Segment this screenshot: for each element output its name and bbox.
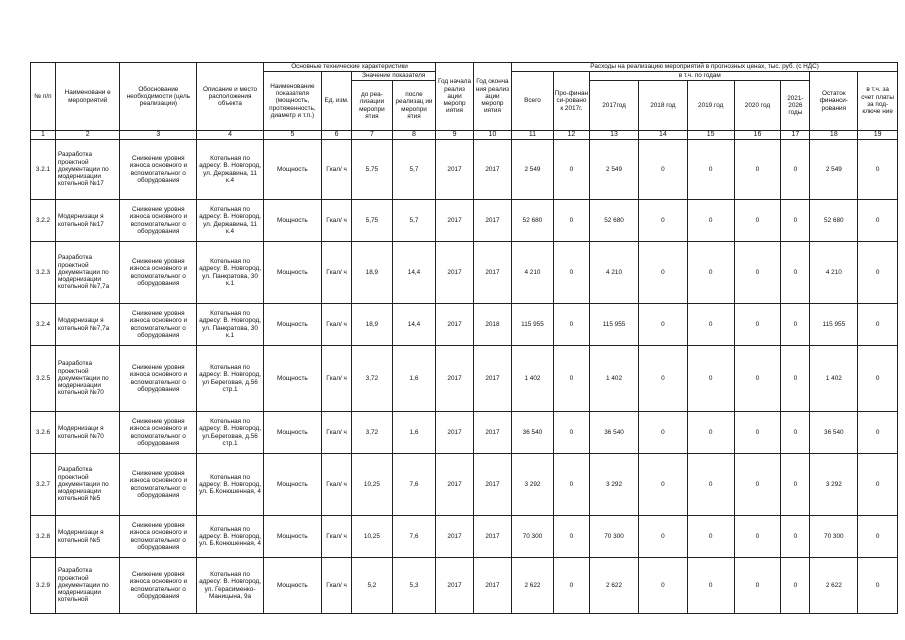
measure-name: Модернизаци я котельной №7,7а	[55, 304, 119, 346]
header-2020: 2020 год	[734, 81, 781, 131]
column-number: 12	[553, 131, 589, 140]
header-location: Описание и место расположения объекта	[197, 63, 264, 131]
end-year: 2017	[473, 200, 511, 242]
indicator-name: Мощность	[263, 346, 321, 412]
remaining-cost: 1 402	[810, 346, 858, 412]
cost-2018: 0	[638, 140, 687, 200]
end-year: 2018	[473, 304, 511, 346]
financed-cost: 0	[553, 304, 589, 346]
indicator-name: Мощность	[263, 454, 321, 516]
cost-2018: 0	[638, 516, 687, 558]
unit: Гкал/ ч	[322, 242, 352, 304]
location: Котельная по адресу: В. Новгород, ул. Державина, 11 к.4	[197, 200, 264, 242]
financed-cost: 0	[553, 242, 589, 304]
header-2021-2026: 2021-2026 годы	[781, 81, 810, 131]
header-total: Всего	[512, 72, 554, 131]
reason: Снижение уровня износа основного и вспомогательног о оборудования	[120, 412, 197, 454]
column-number: 1	[31, 131, 56, 140]
start-year: 2017	[436, 346, 473, 412]
end-year: 2017	[473, 140, 511, 200]
header-indicator: Наименование показателя (мощность, протяженность, диаметр и т.п.)	[263, 72, 321, 131]
cost-2017: 36 540	[590, 412, 639, 454]
row-number: 3.2.5	[31, 346, 56, 412]
connection-fee-cost: 0	[858, 454, 898, 516]
value-before: 10,25	[352, 454, 393, 516]
column-number: 14	[638, 131, 687, 140]
measure-name: Модернизаци я котельной №5	[55, 516, 119, 558]
cost-2019: 0	[687, 140, 734, 200]
reason: Снижение уровня износа основного и вспомогательног о оборудования	[120, 516, 197, 558]
investment-table	[30, 62, 898, 614]
remaining-cost: 4 210	[810, 242, 858, 304]
header-unit: Ед. изм.	[322, 72, 352, 131]
column-number: 11	[512, 131, 554, 140]
header-2018: 2018 год	[638, 81, 687, 131]
remaining-cost: 2 549	[810, 140, 858, 200]
cost-2021-2026: 0	[781, 140, 810, 200]
row-number: 3.2.4	[31, 304, 56, 346]
cost-2019: 0	[687, 558, 734, 614]
start-year: 2017	[436, 304, 473, 346]
cost-2021-2026: 0	[781, 454, 810, 516]
table-row	[31, 516, 898, 558]
financed-cost: 0	[553, 454, 589, 516]
unit: Гкал/ ч	[322, 454, 352, 516]
column-number: 15	[687, 131, 734, 140]
end-year: 2017	[473, 412, 511, 454]
value-after: 7,6	[392, 516, 436, 558]
header-no: № п/п	[31, 63, 56, 131]
reason: Снижение уровня износа основного и вспомогательног о оборудования	[120, 200, 197, 242]
total-cost: 36 540	[512, 412, 554, 454]
total-cost: 4 210	[512, 242, 554, 304]
column-number: 6	[322, 131, 352, 140]
remaining-cost: 115 955	[810, 304, 858, 346]
start-year: 2017	[436, 200, 473, 242]
cost-2019: 0	[687, 304, 734, 346]
indicator-name: Мощность	[263, 140, 321, 200]
cost-2018: 0	[638, 242, 687, 304]
table-row	[31, 412, 898, 454]
measure-name: Разработка проектной документации по модернизации котельной №7,7а	[55, 242, 119, 304]
financed-cost: 0	[553, 140, 589, 200]
start-year: 2017	[436, 516, 473, 558]
row-number: 3.2.1	[31, 140, 56, 200]
measure-name: Разработка проектной документации по модернизации котельной №5	[55, 454, 119, 516]
cost-2020: 0	[734, 516, 781, 558]
cost-2019: 0	[687, 454, 734, 516]
total-cost: 2 549	[512, 140, 554, 200]
remaining-cost: 36 540	[810, 412, 858, 454]
cost-2020: 0	[734, 558, 781, 614]
value-before: 3,72	[352, 412, 393, 454]
column-number: 13	[590, 131, 639, 140]
header-financed: Про-финан си-ровано к 2017г.	[553, 72, 589, 131]
cost-2019: 0	[687, 242, 734, 304]
cost-2021-2026: 0	[781, 558, 810, 614]
financed-cost: 0	[553, 200, 589, 242]
column-number-row	[31, 131, 898, 140]
connection-fee-cost: 0	[858, 412, 898, 454]
value-after: 5,7	[392, 200, 436, 242]
cost-2020: 0	[734, 242, 781, 304]
cost-2017: 4 210	[590, 242, 639, 304]
end-year: 2017	[473, 346, 511, 412]
value-before: 5,75	[352, 200, 393, 242]
measure-name: Модернизаци я котельной №17	[55, 200, 119, 242]
reason: Снижение уровня износа основного и вспомогательног о оборудования	[120, 140, 197, 200]
start-year: 2017	[436, 412, 473, 454]
header-start-year: Год начала реализ ации меропр иятия	[436, 63, 473, 131]
indicator-name: Мощность	[263, 412, 321, 454]
cost-2019: 0	[687, 412, 734, 454]
financed-cost: 0	[553, 346, 589, 412]
value-after: 7,6	[392, 454, 436, 516]
cost-2017: 115 955	[590, 304, 639, 346]
table-row	[31, 346, 898, 412]
value-before: 5,2	[352, 558, 393, 614]
header-before: до реа-лизации меропри ятия	[352, 81, 393, 131]
location: Котельная по адресу: В. Новгород, ул. Панкратова, 30 к.1	[197, 304, 264, 346]
reason: Снижение уровня износа основного и вспомогательног о оборудования	[120, 304, 197, 346]
unit: Гкал/ ч	[322, 516, 352, 558]
table-row	[31, 454, 898, 516]
header-reason: Обоснование необходимости (цель реализации)	[120, 63, 197, 131]
unit: Гкал/ ч	[322, 346, 352, 412]
cost-2020: 0	[734, 454, 781, 516]
cost-2018: 0	[638, 304, 687, 346]
header-group-costs: Расходы на реализацию мероприятий в прогнозных ценах, тыс. руб. (с НДС)	[512, 63, 898, 72]
start-year: 2017	[436, 558, 473, 614]
reason: Снижение уровня износа основного и вспомогательног о оборудования	[120, 346, 197, 412]
row-number: 3.2.3	[31, 242, 56, 304]
end-year: 2017	[473, 516, 511, 558]
remaining-cost: 52 680	[810, 200, 858, 242]
column-number: 19	[858, 131, 898, 140]
column-number: 5	[263, 131, 321, 140]
start-year: 2017	[436, 454, 473, 516]
cost-2018: 0	[638, 558, 687, 614]
location: Котельная по адресу: В. Новгород, ул Береговая, д.56 стр.1	[197, 346, 264, 412]
measure-name: Разработка проектной документации по модернизации котельной	[55, 558, 119, 614]
location: Котельная по адресу: В. Новгород, ул. Державина, 11 к.4	[197, 140, 264, 200]
cost-2017: 1 402	[590, 346, 639, 412]
connection-fee-cost: 0	[858, 200, 898, 242]
table-row	[31, 200, 898, 242]
value-after: 14,4	[392, 304, 436, 346]
location: Котельная по адресу: В. Новгород, ул. Панкратова, 30 к.1	[197, 242, 264, 304]
connection-fee-cost: 0	[858, 516, 898, 558]
cost-2017: 52 680	[590, 200, 639, 242]
value-before: 18,9	[352, 304, 393, 346]
end-year: 2017	[473, 454, 511, 516]
unit: Гкал/ ч	[322, 304, 352, 346]
column-number: 8	[392, 131, 436, 140]
cost-2017: 2 549	[590, 140, 639, 200]
column-number: 16	[734, 131, 781, 140]
cost-2021-2026: 0	[781, 242, 810, 304]
header-remain: Остаток финанси-рования	[810, 72, 858, 131]
header-after: после реализац ии меропри ятия	[392, 81, 436, 131]
value-before: 10,25	[352, 516, 393, 558]
column-number: 7	[352, 131, 393, 140]
start-year: 2017	[436, 140, 473, 200]
value-after: 1,6	[392, 412, 436, 454]
column-number: 3	[120, 131, 197, 140]
total-cost: 70 300	[512, 516, 554, 558]
location: Котельная по адресу: В. Новгород, ул.Береговая, д.56 стр.1	[197, 412, 264, 454]
cost-2021-2026: 0	[781, 412, 810, 454]
cost-2019: 0	[687, 200, 734, 242]
indicator-name: Мощность	[263, 516, 321, 558]
cost-2017: 3 292	[590, 454, 639, 516]
cost-2021-2026: 0	[781, 304, 810, 346]
row-number: 3.2.8	[31, 516, 56, 558]
remaining-cost: 2 622	[810, 558, 858, 614]
row-number: 3.2.9	[31, 558, 56, 614]
cost-2020: 0	[734, 412, 781, 454]
end-year: 2017	[473, 242, 511, 304]
location: Котельная по адресу: В. Новгород, ул. Б.Конюшенная, 4	[197, 454, 264, 516]
cost-2017: 70 300	[590, 516, 639, 558]
row-number: 3.2.2	[31, 200, 56, 242]
header-name: Наименовани е мероприятий	[55, 63, 119, 131]
row-number: 3.2.6	[31, 412, 56, 454]
column-number: 17	[781, 131, 810, 140]
connection-fee-cost: 0	[858, 346, 898, 412]
financed-cost: 0	[553, 558, 589, 614]
cost-2017: 2 622	[590, 558, 639, 614]
cost-2020: 0	[734, 346, 781, 412]
header-incl: в т.ч. за счет платы за под-ключе ние	[858, 72, 898, 131]
cost-2020: 0	[734, 200, 781, 242]
start-year: 2017	[436, 242, 473, 304]
value-after: 5,7	[392, 140, 436, 200]
total-cost: 2 622	[512, 558, 554, 614]
table-row	[31, 242, 898, 304]
total-cost: 52 680	[512, 200, 554, 242]
measure-name: Разработка проектной документации по модернизации котельной №17	[55, 140, 119, 200]
cost-2019: 0	[687, 346, 734, 412]
cost-2018: 0	[638, 346, 687, 412]
cost-2021-2026: 0	[781, 200, 810, 242]
table-row	[31, 558, 898, 614]
value-after: 5,3	[392, 558, 436, 614]
cost-2021-2026: 0	[781, 346, 810, 412]
total-cost: 3 292	[512, 454, 554, 516]
value-before: 3,72	[352, 346, 393, 412]
value-before: 5,75	[352, 140, 393, 200]
cost-2018: 0	[638, 454, 687, 516]
unit: Гкал/ ч	[322, 140, 352, 200]
table-row	[31, 304, 898, 346]
measure-name: Модернизаци я котельной №70	[55, 412, 119, 454]
column-number: 2	[55, 131, 119, 140]
indicator-name: Мощность	[263, 304, 321, 346]
cost-2018: 0	[638, 412, 687, 454]
column-number: 9	[436, 131, 473, 140]
header-2019: 2019 год	[687, 81, 734, 131]
connection-fee-cost: 0	[858, 242, 898, 304]
measure-name: Разработка проектной документации по модернизации котельной №70	[55, 346, 119, 412]
value-before: 18,9	[352, 242, 393, 304]
total-cost: 115 955	[512, 304, 554, 346]
location: Котельная по адресу: В. Новгород, ул. Б.Конюшенная, 4	[197, 516, 264, 558]
cost-2020: 0	[734, 140, 781, 200]
cost-2020: 0	[734, 304, 781, 346]
column-number: 10	[473, 131, 511, 140]
connection-fee-cost: 0	[858, 140, 898, 200]
column-number: 18	[810, 131, 858, 140]
header-end-year: Год оконча ния реализ ации меропр иятия	[473, 63, 511, 131]
cost-2018: 0	[638, 200, 687, 242]
location: Котельная по адресу: В. Новгород, ул. Герасименко-Маницына, 9а	[197, 558, 264, 614]
header-group-years: в т.ч. по годам	[590, 72, 810, 81]
column-number: 4	[197, 131, 264, 140]
end-year: 2017	[473, 558, 511, 614]
header-2017: 2017год	[590, 81, 639, 131]
cost-2019: 0	[687, 516, 734, 558]
unit: Гкал/ ч	[322, 558, 352, 614]
reason: Снижение уровня износа основного и вспомогательног о оборудования	[120, 454, 197, 516]
indicator-name: Мощность	[263, 242, 321, 304]
unit: Гкал/ ч	[322, 200, 352, 242]
reason: Снижение уровня износа основного и вспомогательног о оборудования	[120, 242, 197, 304]
row-number: 3.2.7	[31, 454, 56, 516]
financed-cost: 0	[553, 516, 589, 558]
reason: Снижение уровня износа основного и вспомогательног о оборудования	[120, 558, 197, 614]
connection-fee-cost: 0	[858, 558, 898, 614]
total-cost: 1 402	[512, 346, 554, 412]
indicator-name: Мощность	[263, 200, 321, 242]
value-after: 1,6	[392, 346, 436, 412]
table-row	[31, 140, 898, 200]
financed-cost: 0	[553, 412, 589, 454]
header-group-value: Значение показателя	[352, 72, 436, 81]
connection-fee-cost: 0	[858, 304, 898, 346]
indicator-name: Мощность	[263, 558, 321, 614]
remaining-cost: 3 292	[810, 454, 858, 516]
unit: Гкал/ ч	[322, 412, 352, 454]
value-after: 14,4	[392, 242, 436, 304]
remaining-cost: 70 300	[810, 516, 858, 558]
header-group-tech: Основные технические характеристики	[263, 63, 436, 72]
cost-2021-2026: 0	[781, 516, 810, 558]
